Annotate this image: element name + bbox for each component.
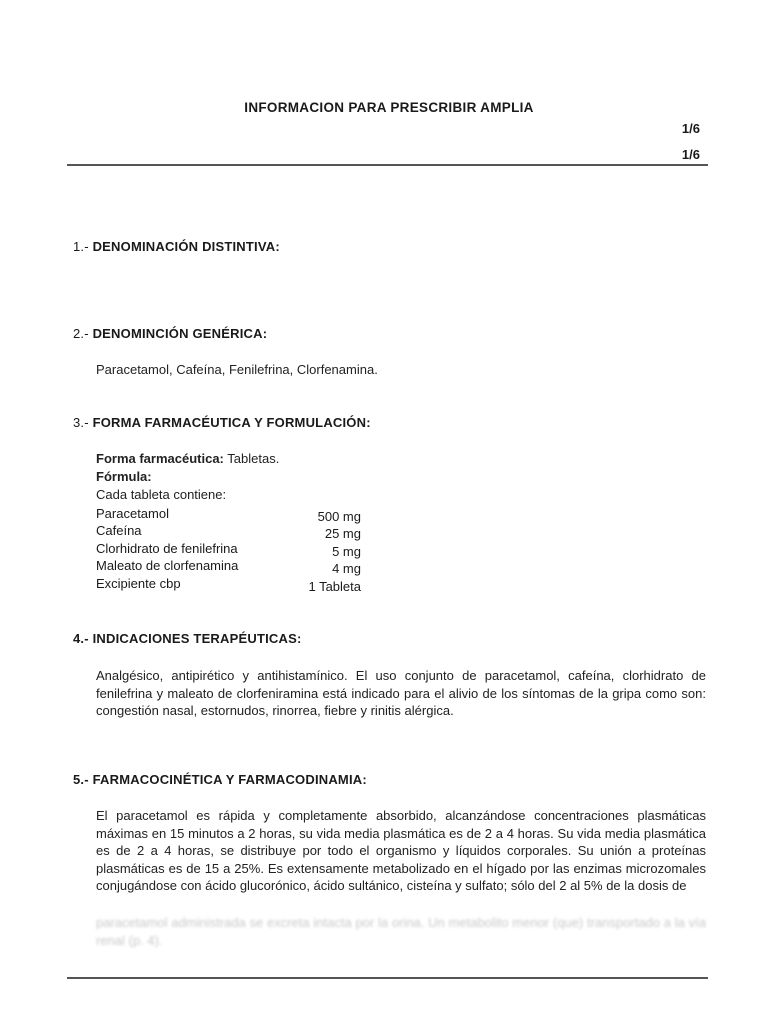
document-title: INFORMACION PARA PRESCRIBIR AMPLIA [244,100,534,115]
ingredient-amount: 5 mg [332,544,361,559]
section-2-heading [73,326,267,341]
section-number: 1.- [73,239,89,254]
faded-text: paracetamol administrada se excreta intacta por la orina. Un metabolito menor (que) transportado a la vía renal (p. 4). [96,915,706,948]
ingredient-name: Cafeína [96,523,142,538]
section-3-heading [73,415,371,430]
farmacocinetica-paragraph: El paracetamol es rápida y completamente absorbido, alcanzándose concentraciones plasmáticas máximas en 15 minutos a 2 horas, su vida media plasmática es de 2 a 4 horas. Su vida media plasmática es de 2 a 4 horas, se distribuye por todo el organismo y líquidos corporales. Su unión a proteínas plasmáticas es de 15 a 25%. Es extensamente metabolizado en el hígado por las enzimas microzomales conjugándose con ácido glucorónico, ácido sultánico, cisteína y sulfato; sólo del 2 al 5% de la dosis de [96,808,706,893]
section-number: 4.- [73,631,89,646]
formula-row [96,575,361,593]
section-title: INDICACIONES TERAPÉUTICAS: [92,631,302,646]
section-number: 2.- [73,326,89,341]
forma-value: Tabletas. [223,451,280,466]
section-title: FARMACOCINÉTICA Y FARMACODINAMIA: [92,772,367,787]
footer-rule [67,977,708,979]
ingredient-name: Maleato de clorfenamina [96,558,239,573]
forma-farmaceutica-line [96,450,706,468]
ingredient-name: Clorhidrato de fenilefrina [96,541,238,556]
ingredient-amount: 25 mg [324,526,361,541]
section-title: FORMA FARMACÉUTICA Y FORMULACIÓN: [92,415,371,430]
indicaciones-paragraph: Analgésico, antipirético y antihistamínico. El uso conjunto de paracetamol, cafeína, clorhidrato de fenilefrina y maleato de clorfeniramina está indicado para el alivio de los síntomas de la gripa como son: congestión nasal, estornudos, rinorrea, fiebre y rinitis alérgica. [96,668,706,718]
section-1-heading [73,239,280,254]
formula-row [96,540,361,558]
ingredient-amount: 4 mg [332,561,361,576]
section-5-heading [73,772,367,787]
formula-row [96,522,361,540]
page-number-secondary: 1/6 [681,147,700,162]
cada-tableta-line: Cada tableta contiene: [96,487,227,502]
page-number: 1/6 [681,121,700,136]
ingredient-amount: 500 mg [317,509,361,524]
ingredient-name: Excipiente cbp [96,576,181,591]
ingredient-amount: 1 Tableta [308,579,361,594]
ingredient-name: Paracetamol [96,506,169,521]
formula-label: Fórmula: [96,469,152,484]
section-title: DENOMINCIÓN GENÉRICA: [92,326,268,341]
generic-names: Paracetamol, Cafeína, Fenilefrina, Clorfenamina. [96,362,378,377]
section-number: 5.- [73,772,89,787]
section-title: DENOMINACIÓN DISTINTIVA: [92,239,280,254]
formula-row [96,557,361,575]
forma-label: Forma farmacéutica: [96,451,224,466]
formula-row [96,505,361,523]
header-rule [67,164,708,166]
section-4-heading [73,631,301,646]
section-number: 3.- [73,415,89,430]
